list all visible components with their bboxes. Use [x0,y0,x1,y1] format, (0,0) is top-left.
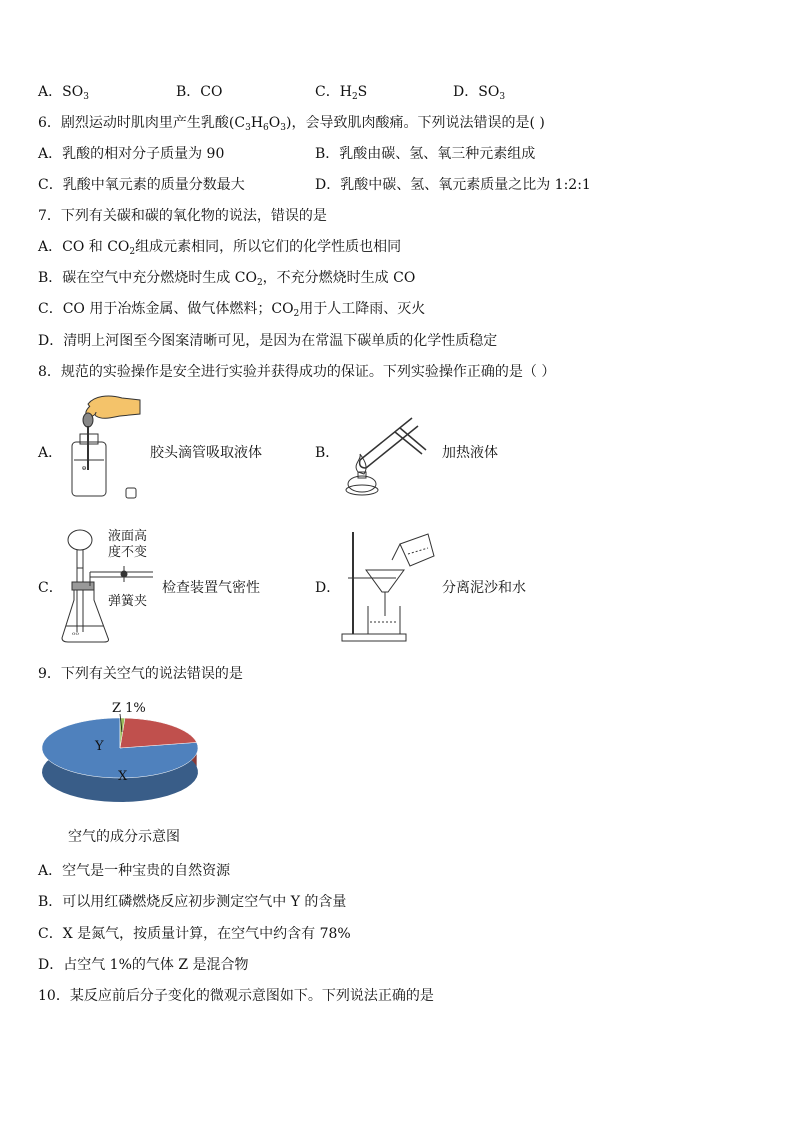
q7-option-b: B．碳在空气中充分燃烧时生成 $CO_2$，不充分燃烧时生成 CO [38,270,416,288]
q5-option-d: D．$SO_3$ [453,84,506,102]
q6-stem: 6．剧烈运动时肌肉里产生乳酸$(C_3H_6O_3)$，会导致肌肉酸痛。下列说法错误的是( ) [38,115,545,133]
q6-option-d: D．乳酸中碳、氢、氧元素质量之比为 1:2:1 [315,177,591,193]
q7-stem: 7．下列有关碳和碳的氧化物的说法，错误的是 [38,208,327,224]
q9-option-d: D．占空气 1%的气体 Z 是混合物 [38,957,249,973]
pie-label-z: Z 1% [112,701,146,716]
q8-option-a-caption: 胶头滴管吸取液体 [150,445,262,461]
chart-caption: 空气的成分示意图 [68,829,180,845]
q8-option-c-note-line2: 度不变 [108,545,148,560]
svg-text:ᵒᵒ: ᵒᵒ [72,631,79,641]
q9-option-b: B．可以用红磷燃烧反应初步测定空气中 Y 的含量 [38,894,347,910]
air-composition-pie-chart [40,696,210,826]
dropper-figure [60,390,150,505]
q5-option-b: B．CO [176,84,223,100]
q6-option-a: A．乳酸的相对分子质量为 90 [38,146,225,162]
q6-option-b: B．乳酸由碳、氢、氧三种元素组成 [315,146,536,162]
q9-option-c: C．X 是氮气，按质量计算，在空气中约含有 78% [38,926,351,942]
q9-stem: 9．下列有关空气的说法错误的是 [38,666,243,682]
q8-option-c-note-line1: 液面高 [108,529,148,544]
filtration-figure [338,530,438,645]
q8-option-b-letter: B． [315,445,340,461]
q8-option-d-caption: 分离泥沙和水 [442,580,526,596]
pie-slices [42,718,198,802]
q8-option-c-letter: C． [38,580,63,596]
q10-stem: 10．某反应前后分子变化的微观示意图如下。下列说法正确的是 [38,988,434,1004]
q5-option-c: C．$H_2S$ [315,84,368,102]
q8-option-b-caption: 加热液体 [442,445,498,461]
q8-option-d-letter: D． [315,580,341,596]
pie-label-y: Y [95,739,104,754]
q8-option-a-letter: A． [38,445,63,461]
heating-figure [340,410,435,500]
q7-option-d: D．清明上河图至今图案清晰可见，是因为在常温下碳单质的化学性质稳定 [38,333,498,349]
q8-stem: 8．规范的实验操作是安全进行实验并获得成功的保证。下列实验操作正确的是（ ） [38,364,556,380]
q9-option-a: A．空气是一种宝贵的自然资源 [38,863,231,879]
svg-text:ⱺ: ⱺ [82,464,87,472]
q8-option-c-clamp-label: 弹簧夹 [108,594,148,609]
q6-option-c: C．乳酸中氧元素的质量分数最大 [38,177,245,193]
q5-option-a: A．$SO_3$ [38,84,89,102]
q7-option-c: C．CO 用于冶炼金属、做气体燃料；$CO_2$用于人工降雨、灭火 [38,301,426,319]
q7-option-a: A．CO 和 $CO_2$组成元素相同，所以它们的化学性质也相同 [38,239,402,257]
pie-label-x: X [118,769,128,784]
q8-option-c-caption: 检查装置气密性 [162,580,260,596]
